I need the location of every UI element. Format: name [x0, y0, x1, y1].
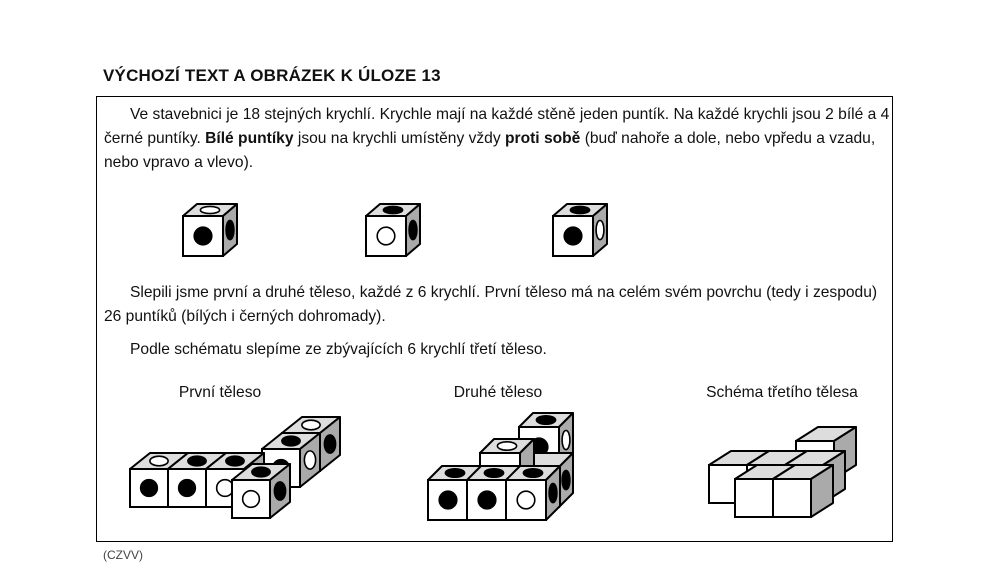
third-body-text: Podle schématu slepíme ze zbývajících 6 krychlí třetí těleso. [130, 341, 547, 358]
intro-paragraph [104, 103, 894, 175]
intro-text-3: (buď nahoře a dole, nebo vpředu a vzadu, nebo vpravo a vlevo). [104, 130, 876, 171]
intro-bold-1: Bílé puntíky [205, 130, 294, 147]
intro-bold-2: proti sobě [504, 130, 581, 147]
label-second-body: Druhé těleso [453, 384, 543, 401]
label-third-body: Schéma třetího tělesa [706, 384, 858, 401]
intro-text-2: jsou na krychli umístěny vždy [293, 130, 505, 147]
label-first-body: První těleso [178, 384, 262, 401]
bodies-paragraph [104, 281, 894, 329]
task-heading: VÝCHOZÍ TEXT A OBRÁZEK K ÚLOZE 13 [103, 66, 441, 85]
source-footer: (CZVV) [103, 548, 143, 562]
bodies-text: Slepili jsme první a druhé těleso, každé z 6 krychlí. První těleso má na celém svém povrchu (tedy i zespodu) 26 puntíků (bílých i černých dohromady). [104, 284, 878, 325]
intro-text-1: Ve stavebnici je 18 stejných krychlí. Krychle mají na každé stěně jeden puntík. Na každé krychli jsou 2 bílé a 4 černé puntíky. [104, 106, 890, 147]
third-body-paragraph [104, 338, 894, 362]
